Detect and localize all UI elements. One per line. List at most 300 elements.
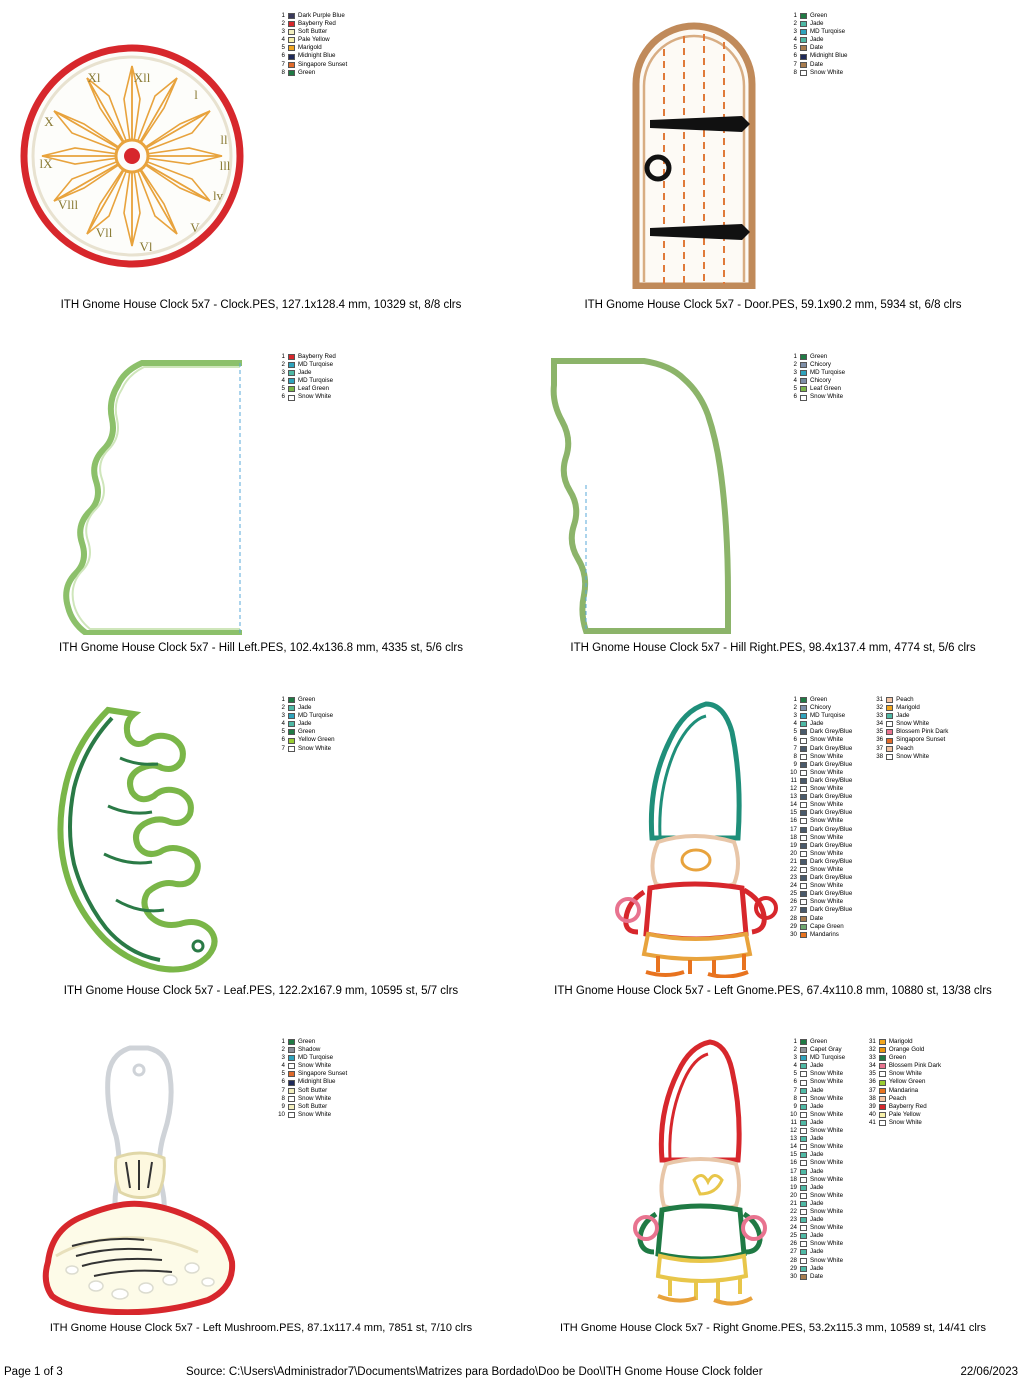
legend-index: 15: [790, 1151, 797, 1159]
legend-row: [865, 1111, 941, 1119]
legend-color-name: Bayberry Red: [298, 353, 336, 360]
legend-row: [786, 882, 852, 890]
color-swatch: [879, 1071, 886, 1077]
color-swatch: [800, 70, 807, 76]
legend-index: 8: [281, 1094, 285, 1102]
legend-color-name: Dark Grey/Blue: [810, 744, 853, 752]
legend-color-name: Green: [298, 728, 316, 736]
legend-row: [274, 728, 335, 736]
legend-color-name: Leaf Green: [298, 385, 329, 393]
color-swatch: [800, 1152, 807, 1158]
legend-row: [786, 1168, 845, 1176]
legend-index: 1: [793, 353, 797, 360]
svg-text:l: l: [194, 87, 198, 102]
legend-row: [274, 696, 335, 704]
legend-row: [786, 890, 852, 898]
color-swatch: [288, 45, 295, 51]
legend-index: 6: [281, 52, 285, 60]
legend-index: 16: [790, 1159, 797, 1167]
color-swatch: [800, 1241, 807, 1247]
caption-left-mushroom: ITH Gnome House Clock 5x7 - Left Mushroom.PES, 87.1x117.4 mm, 7851 st, 7/10 clrs: [49, 1322, 473, 1334]
legend-index: 3: [793, 712, 797, 720]
legend-color-name: Green: [810, 353, 828, 360]
legend-index: 15: [790, 809, 797, 817]
color-swatch: [800, 1274, 807, 1280]
color-swatch: [886, 697, 893, 703]
legend-row: [786, 361, 845, 369]
legend-row: [274, 36, 347, 44]
legend-column: [786, 12, 848, 77]
legend-row: [786, 1216, 845, 1224]
color-swatch: [800, 21, 807, 27]
legend-row: [274, 393, 336, 401]
legend-row: [786, 1078, 845, 1086]
legend-row: [274, 361, 336, 369]
legend-index: 41: [868, 1118, 876, 1126]
svg-text:Vll: Vll: [95, 225, 113, 240]
legend-color-name: MD Turqoise: [298, 712, 334, 720]
legend-row: [274, 61, 347, 69]
color-swatch: [800, 754, 807, 760]
legend-color-name: Jade: [298, 369, 312, 377]
legend-row: [786, 377, 845, 385]
legend-color-name: MD Turqoise: [298, 361, 334, 369]
legend-index: 4: [793, 720, 797, 728]
color-swatch: [288, 370, 295, 376]
legend-row: [274, 704, 335, 712]
design-block-hill-left: [12, 345, 510, 654]
legend-index: 34: [868, 1062, 876, 1070]
color-swatch: [800, 45, 807, 51]
legend-color-name: Blossem Pink Dark: [896, 728, 949, 736]
legend-row: [865, 1103, 941, 1111]
legend-row: [786, 28, 848, 36]
legend-row: [274, 1054, 347, 1062]
color-swatch: [800, 883, 807, 889]
left-mushroom-svg: [12, 1030, 262, 1315]
legend-color-name: Singapore Sunset: [896, 736, 946, 744]
legend-index: 36: [876, 736, 884, 744]
color-swatch: [800, 1217, 807, 1223]
legend-index: 9: [793, 760, 797, 768]
legend-index: 32: [876, 704, 884, 712]
color-swatch: [288, 721, 295, 727]
hill-left-svg: [12, 345, 262, 635]
legend-color-name: MD Turqoise: [810, 1054, 846, 1062]
legend-row: [274, 28, 347, 36]
legend-index: 26: [790, 898, 797, 906]
legend-color-name: Snow White: [298, 393, 332, 401]
legend-index: 6: [281, 393, 285, 401]
legend-color-name: Snow White: [298, 744, 332, 752]
legend-row: [786, 785, 852, 793]
color-swatch: [800, 810, 807, 816]
legend-color-name: Jade: [810, 1248, 824, 1256]
legend-color-name: Snow White: [896, 720, 930, 728]
legend-index: 11: [790, 1118, 797, 1126]
legend-color-name: Jade: [810, 1199, 824, 1207]
legend-row: [274, 353, 336, 361]
legend-color-name: Snow White: [896, 752, 930, 760]
legend-color-name: Jade: [810, 36, 824, 44]
color-swatch: [886, 746, 893, 752]
legend-color-name: Snow White: [810, 1256, 844, 1264]
door-svg: [524, 4, 774, 289]
design-block-clock: [12, 4, 510, 311]
legend-color-name: Bayberry Red: [298, 20, 336, 28]
legend-index: 5: [281, 728, 285, 736]
legend-row: [274, 1095, 347, 1103]
color-swatch: [879, 1104, 886, 1110]
legend-index: 31: [868, 1038, 876, 1045]
legend-column: [274, 696, 335, 753]
legend-index: 5: [793, 44, 797, 52]
legend-index: 18: [790, 833, 797, 841]
color-swatch: [800, 1136, 807, 1142]
legend-index: 36: [868, 1078, 876, 1086]
legend-color-name: Snow White: [810, 1224, 844, 1232]
svg-text:X: X: [44, 114, 54, 129]
legend-row: [274, 745, 335, 753]
legend-row: [786, 1273, 845, 1281]
legend-row: [786, 1184, 845, 1192]
left-gnome-artwork: [524, 688, 774, 978]
legend-row: [786, 1038, 845, 1046]
legend-color-name: Dark Grey/Blue: [810, 760, 853, 768]
legend-color-name: Bayberry Red: [888, 1102, 927, 1110]
color-swatch: [800, 1104, 807, 1110]
legend-color-name: Dark Grey/Blue: [810, 809, 853, 817]
legend-color-name: Yellow Green: [298, 736, 335, 744]
color-swatch: [288, 1039, 295, 1045]
hill-right-svg: [524, 345, 774, 635]
color-swatch: [800, 1096, 807, 1102]
legend-color-name: Capet Gray: [810, 1046, 842, 1054]
legend-color-name: Dark Grey/Blue: [810, 793, 853, 801]
color-legend-hill-left: [274, 353, 336, 402]
legend-index: 22: [790, 1207, 797, 1215]
legend-row: [786, 801, 852, 809]
color-swatch: [288, 29, 295, 35]
legend-row: [274, 369, 336, 377]
legend-index: 34: [876, 720, 884, 728]
color-swatch: [288, 1055, 295, 1061]
legend-index: 4: [793, 1062, 797, 1070]
design-block-left-gnome: [524, 688, 1022, 997]
legend-color-name: Snow White: [810, 68, 844, 76]
legend-row: [872, 696, 948, 704]
footer-page-number: Page 1 of 3: [4, 1366, 63, 1378]
legend-color-name: Snow White: [810, 1143, 844, 1151]
legend-column: [865, 1038, 941, 1127]
legend-color-name: Snow White: [810, 752, 844, 760]
legend-index: 5: [281, 385, 285, 393]
color-swatch: [800, 794, 807, 800]
color-swatch: [800, 362, 807, 368]
color-swatch: [800, 818, 807, 824]
legend-color-name: Dark Purple Blue: [298, 12, 345, 19]
color-swatch: [800, 1258, 807, 1264]
color-swatch: [886, 754, 893, 760]
legend-index: 18: [790, 1175, 797, 1183]
legend-color-name: Snow White: [810, 1078, 844, 1086]
legend-row: [786, 393, 845, 401]
legend-index: 2: [281, 1046, 285, 1054]
color-swatch: [288, 1047, 295, 1053]
legend-row: [786, 20, 848, 28]
color-swatch: [288, 13, 295, 19]
legend-row: [274, 736, 335, 744]
svg-text:Xll: Xll: [133, 70, 151, 85]
color-swatch: [800, 1128, 807, 1134]
legend-color-name: Green: [298, 1038, 316, 1045]
color-swatch: [288, 1112, 295, 1118]
color-swatch: [800, 859, 807, 865]
legend-index: 37: [868, 1086, 876, 1094]
legend-row: [786, 704, 852, 712]
color-swatch: [800, 1063, 807, 1069]
legend-row: [786, 1119, 845, 1127]
legend-color-name: Date: [810, 1272, 824, 1280]
legend-color-name: Blossem Pink Dark: [888, 1062, 942, 1070]
legend-index: 9: [281, 1102, 285, 1110]
legend-color-name: Snow White: [298, 1062, 332, 1070]
svg-text:ll: ll: [220, 132, 228, 147]
color-swatch: [800, 37, 807, 43]
legend-color-name: Snow White: [810, 736, 844, 744]
legend-row: [865, 1054, 941, 1062]
color-legend-right-gnome: [786, 1038, 941, 1281]
legend-index: 17: [790, 1167, 797, 1175]
svg-text:lll: lll: [219, 158, 231, 173]
legend-color-name: Jade: [298, 704, 312, 712]
color-swatch: [800, 932, 807, 938]
legend-index: 29: [790, 1264, 797, 1272]
legend-color-name: Snow White: [810, 1159, 844, 1167]
legend-color-name: Green: [810, 1038, 828, 1045]
legend-color-name: Snow White: [810, 1127, 844, 1135]
legend-index: 10: [278, 1110, 285, 1118]
legend-index: 23: [790, 874, 797, 882]
svg-text:Vl: Vl: [139, 239, 153, 254]
legend-index: 2: [793, 20, 797, 28]
legend-row: [865, 1095, 941, 1103]
color-swatch: [288, 1104, 295, 1110]
legend-color-name: Jade: [810, 1102, 824, 1110]
legend-row: [786, 712, 852, 720]
legend-row: [274, 52, 347, 60]
color-swatch: [800, 1055, 807, 1061]
legend-row: [786, 1054, 845, 1062]
legend-index: 31: [876, 696, 884, 703]
legend-row: [865, 1038, 941, 1046]
legend-row: [274, 44, 347, 52]
leaf-svg: [12, 688, 262, 978]
legend-row: [786, 12, 848, 20]
legend-row: [786, 1143, 845, 1151]
design-block-hill-right: [524, 345, 1022, 654]
legend-row: [786, 923, 852, 931]
legend-index: 1: [281, 353, 285, 360]
caption-left-gnome: ITH Gnome House Clock 5x7 - Left Gnome.PES, 67.4x110.8 mm, 10880 st, 13/38 clrs: [554, 985, 992, 997]
color-swatch: [800, 354, 807, 360]
legend-index: 29: [790, 922, 797, 930]
leaf-artwork: [12, 688, 262, 978]
color-swatch: [800, 1039, 807, 1045]
legend-color-name: Snow White: [810, 768, 844, 776]
legend-color-name: Snow White: [888, 1070, 922, 1078]
legend-index: 12: [790, 785, 797, 793]
color-swatch: [879, 1063, 886, 1069]
legend-row: [786, 834, 852, 842]
caption-right-gnome: ITH Gnome House Clock 5x7 - Right Gnome.PES, 53.2x115.3 mm, 10589 st, 14/41 clrs: [560, 1322, 986, 1334]
legend-color-name: Snow White: [810, 1191, 844, 1199]
legend-index: 39: [868, 1102, 876, 1110]
legend-color-name: Peach: [888, 1094, 907, 1102]
legend-index: 25: [790, 1232, 797, 1240]
legend-row: [786, 61, 848, 69]
legend-row: [865, 1046, 941, 1054]
legend-row: [274, 1103, 347, 1111]
legend-row: [872, 745, 948, 753]
color-swatch: [800, 1160, 807, 1166]
color-swatch: [288, 37, 295, 43]
legend-color-name: Snow White: [810, 785, 844, 793]
color-swatch: [288, 1080, 295, 1086]
legend-index: 1: [793, 1038, 797, 1045]
color-swatch: [879, 1055, 886, 1061]
color-swatch: [800, 916, 807, 922]
legend-row: [786, 36, 848, 44]
legend-color-name: Snow White: [810, 1110, 844, 1118]
legend-index: 5: [281, 1070, 285, 1078]
legend-color-name: MD Turqoise: [298, 1054, 334, 1062]
legend-index: 32: [868, 1046, 876, 1054]
color-swatch: [800, 1225, 807, 1231]
color-swatch: [879, 1112, 886, 1118]
legend-row: [865, 1119, 941, 1127]
color-swatch: [800, 851, 807, 857]
color-swatch: [800, 1071, 807, 1077]
legend-index: 5: [793, 1070, 797, 1078]
legend-color-name: Chicory: [810, 704, 831, 712]
legend-row: [786, 1070, 845, 1078]
legend-index: 3: [793, 369, 797, 377]
color-swatch: [800, 1169, 807, 1175]
legend-color-name: Dark Grey/Blue: [810, 857, 853, 865]
color-legend-leaf: [274, 696, 335, 753]
color-swatch: [288, 1063, 295, 1069]
color-swatch: [288, 21, 295, 27]
svg-text:Xl: Xl: [87, 70, 101, 85]
legend-index: 8: [793, 1094, 797, 1102]
legend-color-name: Orange Gold: [888, 1046, 925, 1054]
legend-color-name: Snow White: [810, 1070, 844, 1078]
legend-color-name: Snow White: [810, 801, 844, 809]
legend-color-name: Midnight Blue: [298, 52, 336, 60]
legend-index: 6: [793, 393, 797, 401]
legend-row: [274, 385, 336, 393]
legend-row: [274, 1070, 347, 1078]
legend-color-name: Chicory: [810, 377, 831, 385]
legend-index: 14: [790, 1143, 797, 1151]
color-swatch: [800, 899, 807, 905]
color-swatch: [800, 738, 807, 744]
color-swatch: [288, 729, 295, 735]
legend-row: [786, 1159, 845, 1167]
color-swatch: [879, 1096, 886, 1102]
legend-index: 6: [793, 52, 797, 60]
legend-index: 24: [790, 1224, 797, 1232]
legend-color-name: Green: [298, 696, 316, 703]
color-swatch: [800, 1177, 807, 1183]
legend-color-name: Snow White: [810, 865, 844, 873]
legend-row: [786, 931, 852, 939]
legend-row: [872, 704, 948, 712]
legend-row: [865, 1062, 941, 1070]
legend-column: [274, 1038, 347, 1119]
color-swatch: [288, 354, 295, 360]
color-swatch: [800, 1120, 807, 1126]
color-swatch: [288, 70, 295, 76]
legend-index: 9: [793, 1102, 797, 1110]
legend-row: [274, 1111, 347, 1119]
legend-row: [274, 1087, 347, 1095]
color-swatch: [800, 1209, 807, 1215]
legend-color-name: Yellow Green: [888, 1078, 926, 1086]
legend-index: 30: [790, 1272, 797, 1280]
legend-index: 16: [790, 817, 797, 825]
color-swatch: [288, 697, 295, 703]
hill-right-artwork: [524, 345, 774, 635]
legend-row: [786, 850, 852, 858]
color-swatch: [800, 770, 807, 776]
legend-index: 6: [793, 736, 797, 744]
color-swatch: [288, 54, 295, 60]
legend-row: [274, 1046, 347, 1054]
legend-color-name: Snow White: [888, 1118, 922, 1126]
legend-index: 21: [790, 1199, 797, 1207]
legend-index: 1: [793, 12, 797, 19]
color-swatch: [288, 1071, 295, 1077]
hill-left-artwork: [12, 345, 262, 635]
legend-row: [274, 20, 347, 28]
legend-row: [872, 712, 948, 720]
legend-index: 7: [281, 1086, 285, 1094]
legend-index: 8: [793, 752, 797, 760]
legend-index: 2: [281, 20, 285, 28]
door-artwork: [524, 4, 774, 289]
legend-color-name: Chicory: [810, 361, 831, 369]
legend-color-name: MD Turqoise: [298, 377, 334, 385]
legend-color-name: Jade: [810, 1264, 824, 1272]
legend-color-name: Soft Butter: [298, 28, 328, 36]
legend-row: [274, 69, 347, 77]
legend-color-name: Peach: [896, 744, 914, 752]
legend-row: [274, 1078, 347, 1086]
legend-color-name: Snow White: [298, 1110, 332, 1118]
legend-row: [786, 745, 852, 753]
legend-color-name: Date: [810, 44, 824, 52]
color-swatch: [288, 395, 295, 401]
color-swatch: [288, 1088, 295, 1094]
legend-index: 11: [790, 776, 797, 784]
footer-source-path: Source: C:\Users\Administrador7\Documents\Matrizes para Bordado\Doo be Doo\ITH Gnome House Clock folder: [186, 1366, 763, 1378]
legend-row: [786, 777, 852, 785]
caption-leaf: ITH Gnome House Clock 5x7 - Leaf.PES, 122.2x167.9 mm, 10595 st, 5/7 clrs: [63, 985, 459, 997]
legend-row: [786, 369, 845, 377]
svg-text:V: V: [190, 220, 200, 235]
